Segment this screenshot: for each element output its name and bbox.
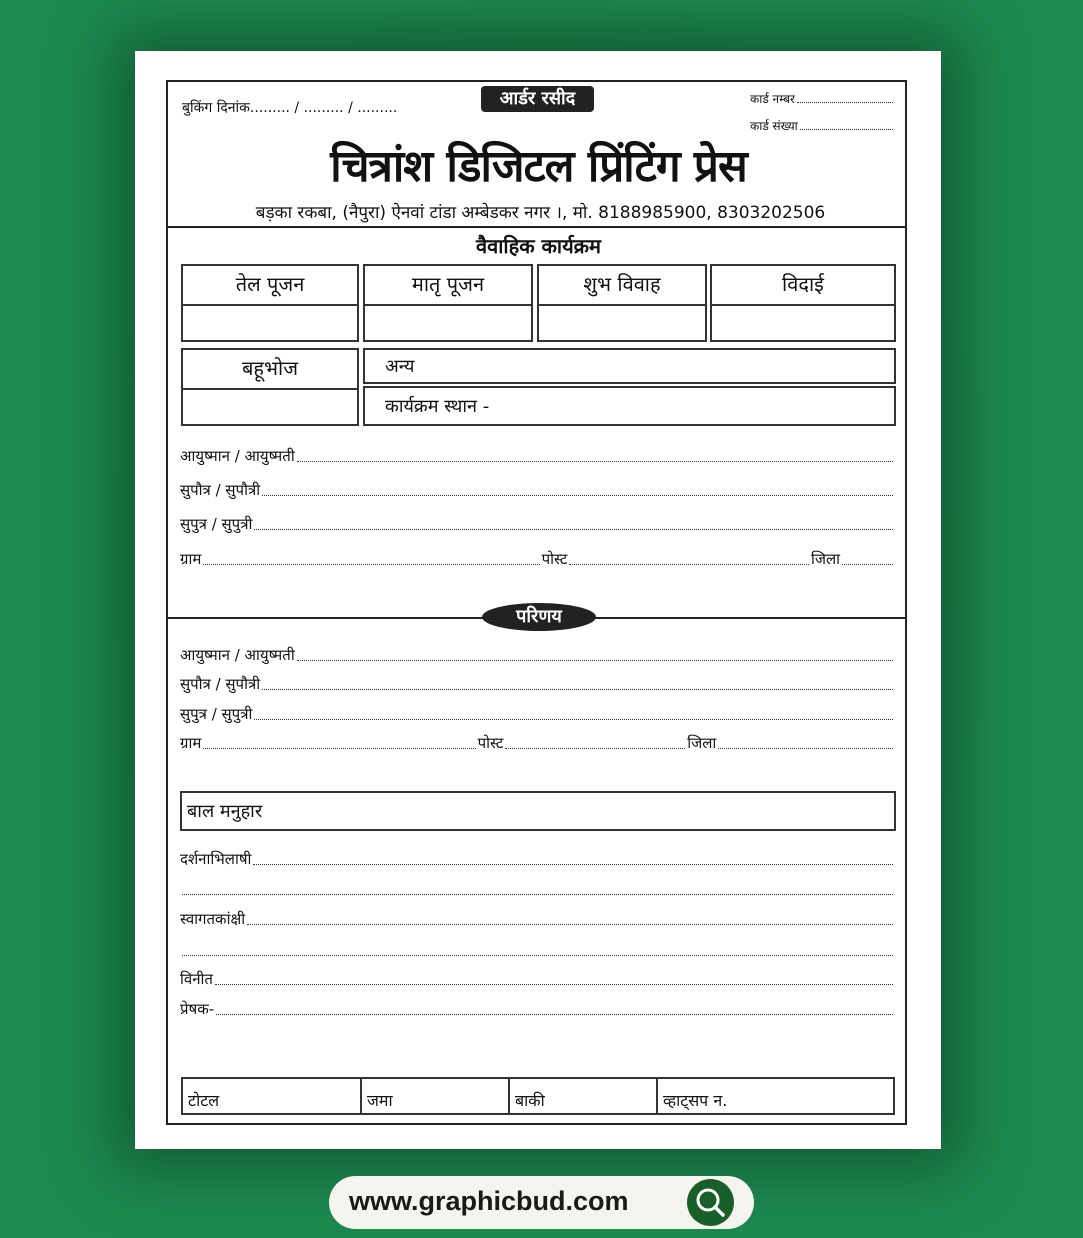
event-box-bahubhoj bbox=[181, 348, 359, 426]
bride-address-field bbox=[180, 731, 895, 753]
field-dots bbox=[182, 894, 893, 895]
card-count-dots bbox=[800, 117, 893, 130]
field-dots bbox=[842, 564, 893, 565]
field-label: सुपुत्र / सुपुत्री bbox=[180, 515, 253, 533]
field-dots bbox=[297, 660, 893, 661]
event-label: बहूभोज bbox=[183, 350, 357, 390]
post-label: पोस्ट bbox=[477, 734, 504, 752]
event-box-tel-poojan bbox=[181, 264, 359, 342]
search-icon bbox=[687, 1179, 734, 1226]
district-label: जिला bbox=[810, 550, 841, 568]
field-label: आयुष्मान / आयुष्मती bbox=[180, 646, 295, 664]
field-dots bbox=[718, 748, 893, 749]
whatsapp-cell: व्हाट्सप न. bbox=[663, 1091, 728, 1110]
preshak-field bbox=[180, 997, 895, 1019]
field-dots bbox=[262, 495, 893, 496]
district-label: जिला bbox=[687, 734, 717, 752]
field-dots bbox=[254, 719, 893, 720]
field-dots bbox=[182, 955, 893, 956]
post-label: पोस्ट bbox=[541, 550, 568, 568]
website-url[interactable]: www.graphicbud.com bbox=[349, 1186, 629, 1216]
receipt-frame bbox=[166, 80, 907, 1125]
order-receipt-badge: आर्डर रसीद bbox=[481, 86, 594, 112]
field-label: सुपौत्र / सुपौत्री bbox=[180, 675, 261, 693]
village-label: ग्राम bbox=[180, 734, 202, 752]
bride-child-field bbox=[180, 702, 895, 724]
field-dots bbox=[247, 924, 893, 925]
vineet-field bbox=[180, 967, 895, 989]
field-label: प्रेषक- bbox=[180, 1000, 215, 1018]
blank-line bbox=[180, 877, 895, 899]
blank-line bbox=[180, 938, 895, 960]
field-label: आयुष्मान / आयुष्मती bbox=[180, 447, 295, 465]
groom-name-field bbox=[180, 444, 895, 466]
event-box-matri-poojan bbox=[363, 264, 533, 342]
darshanabhilashi-field bbox=[180, 847, 895, 869]
groom-address-field bbox=[180, 547, 895, 569]
bride-grandchild-field bbox=[180, 672, 895, 694]
venue-box: कार्यक्रम स्थान - bbox=[363, 386, 896, 426]
field-dots bbox=[262, 689, 893, 690]
other-box: अन्य bbox=[363, 348, 896, 384]
bride-name-field bbox=[180, 643, 895, 665]
field-dots bbox=[216, 1014, 893, 1015]
swagatakankshi-field bbox=[180, 907, 895, 929]
website-pill[interactable] bbox=[329, 1176, 754, 1229]
groom-child-field bbox=[180, 512, 895, 534]
event-label: मातृ पूजन bbox=[365, 266, 531, 306]
header-divider bbox=[168, 226, 905, 228]
booking-date: बुकिंग दिनांक......... / ......... / ......... bbox=[182, 100, 398, 116]
card-number-dots bbox=[797, 90, 893, 103]
field-label: स्वागतकांक्षी bbox=[180, 910, 246, 928]
card-number-label: कार्ड नम्बर bbox=[750, 92, 795, 106]
field-label: सुपुत्र / सुपुत्री bbox=[180, 705, 253, 723]
groom-grandchild-field bbox=[180, 478, 895, 500]
field-dots bbox=[297, 461, 893, 462]
receipt-paper bbox=[135, 51, 941, 1149]
field-dots bbox=[505, 748, 685, 749]
event-label: विदाई bbox=[712, 266, 894, 306]
press-address: बड़का रकबा, (नैपुरा) ऐनवां टांडा अम्बेडकर नगर ।, मो. 8188985900, 8303202506 bbox=[255, 203, 826, 223]
event-box-vidai bbox=[710, 264, 896, 342]
event-box-shubh-vivah bbox=[537, 264, 707, 342]
event-label: शुभ विवाह bbox=[539, 266, 705, 306]
total-cell: टोटल bbox=[183, 1079, 362, 1113]
jama-cell: जमा bbox=[362, 1079, 510, 1113]
payment-row bbox=[181, 1077, 895, 1115]
programme-heading: वैवाहिक कार्यक्रम bbox=[475, 234, 601, 258]
field-label: दर्शनाभिलाषी bbox=[180, 850, 252, 868]
event-label: तेल पूजन bbox=[183, 266, 357, 306]
field-label: सुपौत्र / सुपौत्री bbox=[180, 481, 261, 499]
card-count-field bbox=[750, 117, 895, 134]
village-label: ग्राम bbox=[180, 550, 202, 568]
bal-manuhar-box: बाल मनुहार bbox=[180, 791, 896, 831]
press-name: चित्रांश डिजिटल प्रिंटिंग प्रेस bbox=[330, 141, 747, 192]
search-button[interactable] bbox=[687, 1179, 734, 1226]
field-dots bbox=[253, 864, 893, 865]
field-dots bbox=[203, 564, 539, 565]
parinay-badge: परिणय bbox=[482, 603, 596, 631]
field-label: विनीत bbox=[180, 970, 213, 988]
field-dots bbox=[215, 984, 893, 985]
field-dots bbox=[203, 748, 475, 749]
card-number-field bbox=[750, 90, 895, 107]
field-dots bbox=[569, 564, 809, 565]
card-count-label: कार्ड संख्या bbox=[750, 119, 798, 133]
field-dots bbox=[254, 529, 893, 530]
baki-cell: बाकी bbox=[510, 1079, 658, 1113]
